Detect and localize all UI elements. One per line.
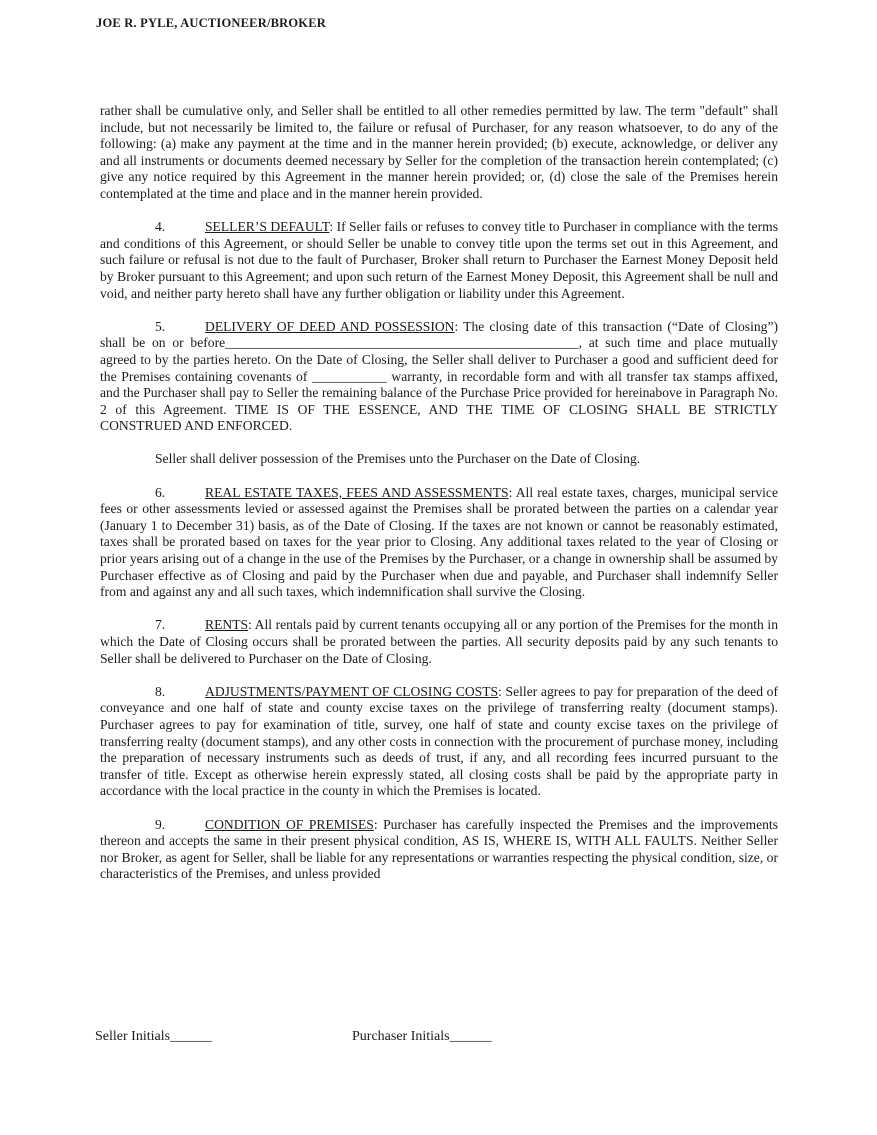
- clause-text: : The closing date of this transaction (“Date of Closing”) shall be on or before: [100, 318, 779, 351]
- clause-number: 9.: [155, 816, 166, 832]
- clause-text: : Seller agrees to pay for preparation of the deed of conveyance and one half of state and county excise taxes on the privilege of transferring realty (document stamps). Purchaser agrees to pay for examination of title, survey, one half of state and county excise taxes on the privilege of transferring realty (document stamps), and any other costs in connection with the procurement of purchase money, including the preparation of necessary instruments such as deeds of trust, if any, and all recording fees incurred pursuant to the transfer of title. Except as otherwise herein expressly stated, all closing costs shall be paid by the appropriate party in accordance with the local practice in the county in which the Premises is located.: [100, 683, 778, 799]
- clause-sellers-default: [100, 219, 778, 302]
- clause-condition-of-premises: [100, 817, 778, 883]
- clause-real-estate-taxes: [100, 485, 778, 601]
- broker-header: JOE R. PYLE, AUCTIONEER/BROKER: [96, 16, 326, 30]
- seller-initials-line: [95, 1029, 212, 1045]
- clause-heading: SELLER’S DEFAULT: [205, 219, 330, 235]
- purchaser-initials-label: Purchaser Initials: [352, 1029, 450, 1044]
- clause-number: 5.: [155, 318, 166, 334]
- purchaser-initials-line: [352, 1029, 492, 1045]
- clause-number: 6.: [155, 484, 166, 500]
- clause-number: 8.: [155, 683, 166, 699]
- clause-heading: ADJUSTMENTS/PAYMENT OF CLOSING COSTS: [205, 683, 499, 699]
- clause-delivery-of-deed: [100, 319, 778, 435]
- clause-text: : All real estate taxes, charges, municipal service fees or other assessments levied or assessed against the Premises shall be prorated between the parties on a calendar year (January 1 to December 31) basis, as of the Date of Closing. If the taxes are not known or cannot be reasonably estimated, taxes shall be prorated based on taxes for the year prior to Closing. Any additional taxes related to the year of Closing or prior years arising out of a change in the use of the Premises by the Purchaser, or a change in ownership shall be assumed by Purchaser effective as of Closing and paid by the Purchaser when due and payable, and Purchaser shall indemnify Seller from and against any and all such taxes, which indemnification shall survive the Closing.: [100, 484, 778, 600]
- contract-body: [100, 103, 778, 900]
- clause-heading: DELIVERY OF DEED AND POSSESSION: [205, 318, 455, 334]
- seller-initials-label: Seller Initials: [95, 1029, 171, 1044]
- seller-initials-blank: ______: [170, 1029, 213, 1044]
- purchaser-initials-blank: ______: [449, 1029, 492, 1044]
- clause-text: warranty, in recordable form and with all transfer tax stamps affixed, and the Purchaser shall pay to Seller the remaining balance of the Purchase Price provided for hereinabove in Paragraph No. 2 of this Agreement. TIME IS OF THE ESSENCE, AND THE TIME OF CLOSING SHALL BE STRICTLY CONSTRUED AND ENFORCED.: [100, 368, 778, 434]
- clause-text: : Purchaser has carefully inspected the Premises and the improvements thereon and accepts the same in their present physical condition, AS IS, WHERE IS, WITH ALL FAULTS. Neither Seller nor Broker, as agent for Seller, shall be liable for any representations or warranties respecting the physical condition, size, or characteristics of the Premises, and unless provided: [100, 816, 778, 882]
- closing-date-blank: ____________________________________________________: [225, 335, 579, 351]
- clause-heading: RENTS: [205, 617, 249, 633]
- clause-number: 7.: [155, 617, 166, 633]
- clause-heading: REAL ESTATE TAXES, FEES AND ASSESSMENTS: [205, 484, 509, 500]
- clause-closing-costs: [100, 684, 778, 800]
- clause-number: 4.: [155, 219, 166, 235]
- clause-text: : All rentals paid by current tenants occupying all or any portion of the Premises for the month in which the Date of Closing occurs shall be prorated between the parties. All security deposits paid by any such tenants to Seller shall be delivered to Purchaser on the Date of Closing.: [100, 617, 778, 666]
- paragraph-possession: Seller shall deliver possession of the Premises unto the Purchaser on the Date of Closing.: [155, 451, 641, 467]
- clause-heading: CONDITION OF PREMISES: [205, 816, 374, 832]
- clause-text: , at such time and place mutually agreed to by the parties hereto. On the Date of Closing, the Seller shall deliver to Purchaser a good and sufficient deed for the Premises containing covenants of: [100, 335, 778, 384]
- clause-rents: [100, 617, 778, 667]
- paragraph-default-remedies: rather shall be cumulative only, and Seller shall be entitled to all other remedies permitted by law. The term "default" shall include, but not necessarily be limited to, the failure or refusal of Purchaser, for any reason whatsoever, to do any of the following: (a) make any payment at the time and in the manner herein provided; (b) execute, acknowledge, or deliver any and all instruments or documents deemed necessary by Seller for the completion of the transaction herein contemplated; (c) give any notice required by this Agreement in the manner herein provided; or, (d) close the sale of the Premises herein contemplated at the time and place and in the manner herein provided.: [100, 103, 778, 201]
- warranty-type-blank: ___________: [312, 368, 387, 384]
- clause-text: : If Seller fails or refuses to convey title to Purchaser in compliance with the terms and conditions of this Agreement, or should Seller be unable to convey title upon the terms set out in this Agreement, and such failure or refusal is not due to the fault of Purchaser, Broker shall return to Purchaser the Earnest Money Deposit held by Broker pursuant to this Agreement; and upon such return of the Earnest Money Deposit, this Agreement shall be null and void, and neither party hereto shall have any further obligation or liability under this Agreement.: [100, 219, 778, 301]
